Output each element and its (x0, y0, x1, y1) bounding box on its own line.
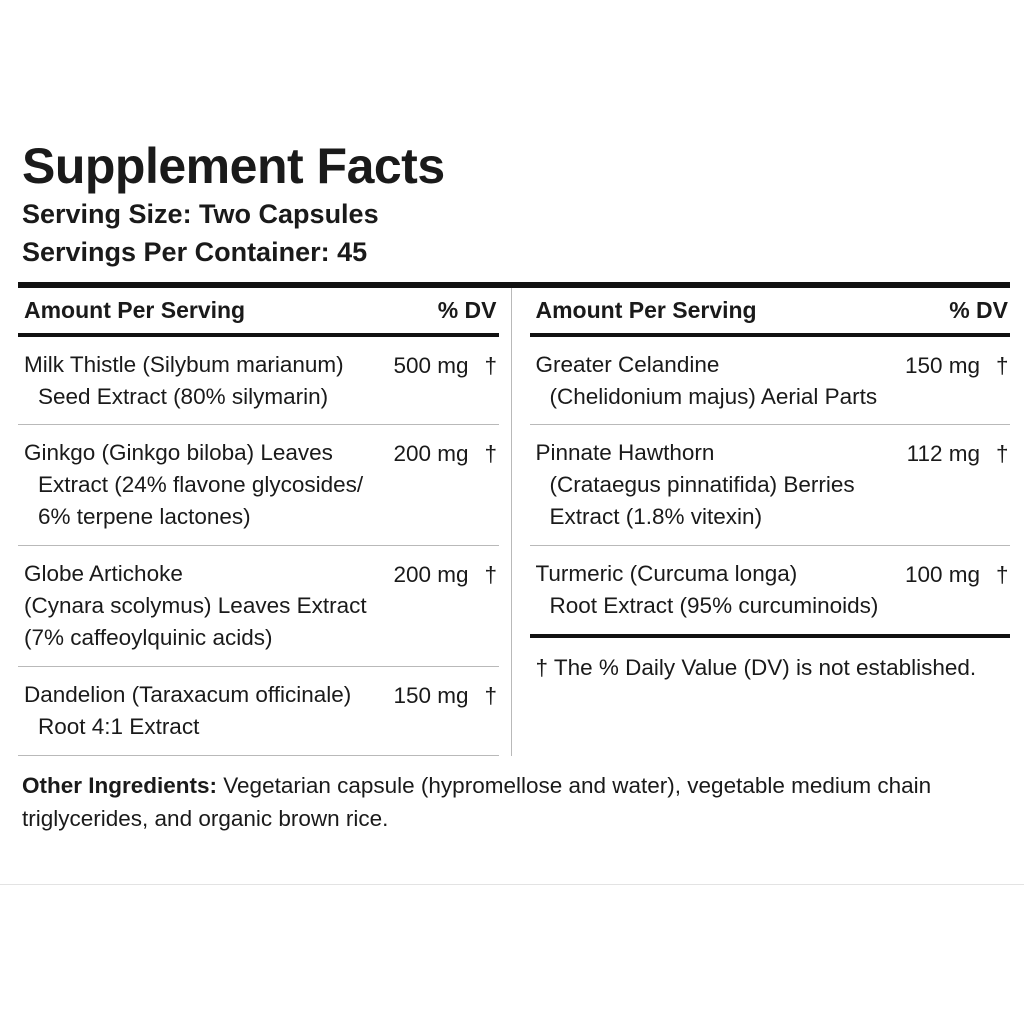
servings-per-container: Servings Per Container: 45 (22, 236, 368, 267)
ingredient-name-line2: Seed Extract (80% silymarin) (38, 383, 329, 409)
ingredient-amount: 100 mg (904, 562, 980, 588)
ingredient-name (24, 679, 361, 743)
ingredient-name-line2: (Crataegus pinnatifida) Berries (549, 472, 855, 498)
ingredient-name-line1: Globe Artichoke (24, 561, 183, 587)
ingredient-amount: 150 mg (393, 683, 469, 709)
ingredient-dv: † (996, 562, 1009, 588)
other-ingredients (18, 756, 1010, 835)
divider-row (18, 755, 499, 756)
ingredient-name-line2: (Chelidonium majus) Aerial Parts (549, 383, 878, 409)
table-row (530, 337, 1011, 425)
ingredient-dv: † (484, 683, 498, 709)
ingredient-amount: 200 mg (393, 562, 469, 588)
ingredient-name-line2: Root 4:1 Extract (38, 714, 200, 740)
column-header-right (530, 288, 1011, 333)
ingredient-name-line1: Dandelion (Taraxacum officinale) (24, 682, 352, 708)
ingredient-name (536, 437, 865, 533)
table-row (530, 546, 1011, 634)
table-row (18, 667, 499, 755)
ingredient-name-line2: Root Extract (95% curcuminoids) (549, 593, 879, 619)
nutrient-column-left (18, 288, 512, 756)
ingredient-amount: 500 mg (393, 352, 469, 378)
header-amount-per-serving: Amount Per Serving (535, 296, 757, 323)
ingredient-name (536, 349, 888, 413)
ingredient-dv: † (484, 441, 498, 467)
other-ingredients-text: Vegetarian capsule (hypromellose and water), vegetable medium chain triglycerides, and organic brown rice. (22, 772, 932, 831)
ingredient-name-line2: (Cynara scolymus) Leaves Extract (24, 593, 367, 619)
table-row (18, 425, 499, 545)
ingredient-dv: † (996, 441, 1009, 467)
supplement-facts-label (18, 140, 1010, 835)
ingredient-name-line1: Pinnate Hawthorn (535, 440, 715, 466)
ingredient-dv: † (484, 352, 498, 378)
ingredient-name-line3: (7% caffeoylquinic acids) (24, 625, 273, 651)
nutrient-columns (18, 288, 1010, 756)
ingredient-name (24, 558, 377, 654)
ingredient-name-line1: Turmeric (Curcuma longa) (535, 561, 798, 587)
ingredient-dv: † (996, 352, 1009, 378)
ingredient-amount-group (393, 349, 496, 382)
table-row (18, 546, 499, 666)
other-ingredients-label: Other Ingredients: (22, 772, 218, 798)
header-amount-per-serving: Amount Per Serving (24, 296, 246, 323)
ingredient-amount-group (393, 558, 496, 591)
ingredient-name-line1: Greater Celandine (535, 351, 720, 377)
ingredient-dv: † (484, 562, 498, 588)
header-percent-dv: % DV (437, 296, 497, 323)
ingredient-amount-group (393, 679, 496, 712)
ingredient-amount-group (393, 437, 496, 470)
ingredient-amount-group (905, 349, 1008, 382)
column-header-left (18, 288, 499, 333)
ingredient-name (536, 558, 889, 622)
ingredient-amount-group (907, 437, 1008, 470)
ingredient-name (24, 437, 373, 533)
ingredient-amount: 200 mg (393, 441, 469, 467)
serving-size: Serving Size: Two Capsules (22, 199, 379, 229)
ingredient-name-line3: 6% terpene lactones) (38, 504, 251, 530)
ingredient-name-line3: Extract (1.8% vitexin) (549, 504, 763, 530)
page-title: Supplement Facts (22, 138, 445, 194)
ingredient-amount-group (905, 558, 1008, 591)
ingredient-name-line1: Ginkgo (Ginkgo biloba) Leaves (24, 440, 333, 466)
nutrient-column-right (512, 288, 1011, 756)
header-percent-dv: % DV (949, 296, 1008, 323)
ingredient-name (24, 349, 354, 413)
daily-value-footnote: † The % Daily Value (DV) is not established. (535, 655, 977, 681)
ingredient-name-line2: Extract (24% flavone glycosides/ (38, 472, 364, 498)
ingredient-amount: 112 mg (906, 441, 980, 467)
table-row (530, 425, 1011, 545)
table-row (18, 337, 499, 425)
ingredient-name-line1: Milk Thistle (Silybum marianum) (24, 351, 344, 377)
bottom-divider (0, 884, 1024, 885)
ingredient-amount: 150 mg (904, 352, 980, 378)
